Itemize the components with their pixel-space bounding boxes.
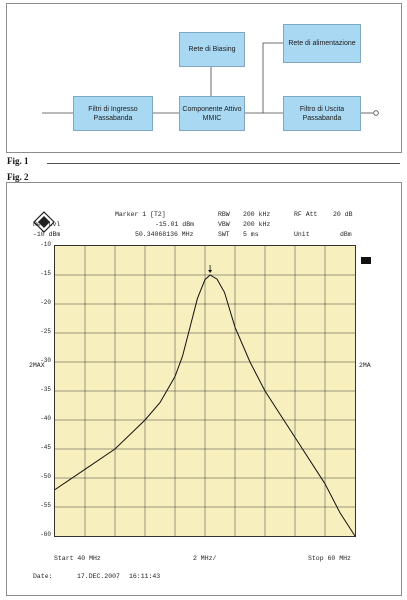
y-tick-label: -55 <box>40 502 51 509</box>
mmic-block: Componente Attivo MMIC <box>179 96 245 131</box>
fig1-label: Fig. 1 <box>7 156 29 166</box>
marker-level: -15.01 dBm <box>155 221 195 228</box>
y-tick-label: -20 <box>40 299 51 306</box>
marker-title: Marker 1 [T2] <box>115 211 166 218</box>
unit-value: dBm <box>340 231 352 238</box>
rf-att-label: RF Att <box>294 211 318 218</box>
input-filter-block: Filtri di Ingresso Passabanda <box>73 96 153 131</box>
fig1-underline <box>47 163 400 164</box>
y-tick-label: -10 <box>40 241 51 248</box>
date-value: 17.DEC.2007 <box>77 573 120 580</box>
spectrum-trace-svg <box>55 246 355 536</box>
swt-value: 5 ms <box>243 231 259 238</box>
y-tick-label: -60 <box>40 531 51 538</box>
start-frequency: Start 40 MHz <box>54 555 101 562</box>
y-tick-label: -30 <box>40 357 51 364</box>
block-diagram <box>6 3 402 153</box>
vbw-value: 200 kHz <box>243 221 271 228</box>
marker-frequency: 50.34068136 MHz <box>135 231 194 238</box>
left-trace-mode: 2MAX <box>29 362 45 369</box>
y-tick-label: -35 <box>40 386 51 393</box>
ref-level-label: Ref Lvl <box>33 221 61 228</box>
output-terminal-icon <box>374 111 379 116</box>
unit-label: Unit <box>294 231 310 238</box>
y-tick-label: -15 <box>40 270 51 277</box>
output-filter-block: Filtro di Uscita Passabanda <box>283 96 361 131</box>
right-trace-mode: 2MA <box>359 362 371 369</box>
y-tick-label: -25 <box>40 328 51 335</box>
y-tick-label: -45 <box>40 444 51 451</box>
marker-arrow-icon <box>208 270 212 273</box>
fig2-label: Fig. 2 <box>7 172 29 182</box>
rf-att-value: 20 dB <box>333 211 353 218</box>
stop-frequency: Stop 60 MHz <box>308 555 351 562</box>
supply-block: Rete di alimentazione <box>283 24 361 63</box>
span-per-division: 2 MHz/ <box>193 555 217 562</box>
time-value: 16:11:43 <box>129 573 161 580</box>
y-tick-label: -40 <box>40 415 51 422</box>
spectrum-analyzer-screen <box>6 182 402 596</box>
vbw-label: VBW <box>218 221 230 228</box>
swt-label: SWT <box>218 231 230 238</box>
ref-level-value: -10 dBm <box>33 231 61 238</box>
spectrum-plot <box>54 245 356 537</box>
supply-branch-line <box>263 43 283 113</box>
biasing-block: Rete di Biasing <box>179 32 245 67</box>
y-tick-label: -50 <box>40 473 51 480</box>
rbw-value: 200 kHz <box>243 211 271 218</box>
trace-indicator-block <box>361 257 371 264</box>
date-label: Date: <box>33 573 53 580</box>
rbw-label: RBW <box>218 211 230 218</box>
